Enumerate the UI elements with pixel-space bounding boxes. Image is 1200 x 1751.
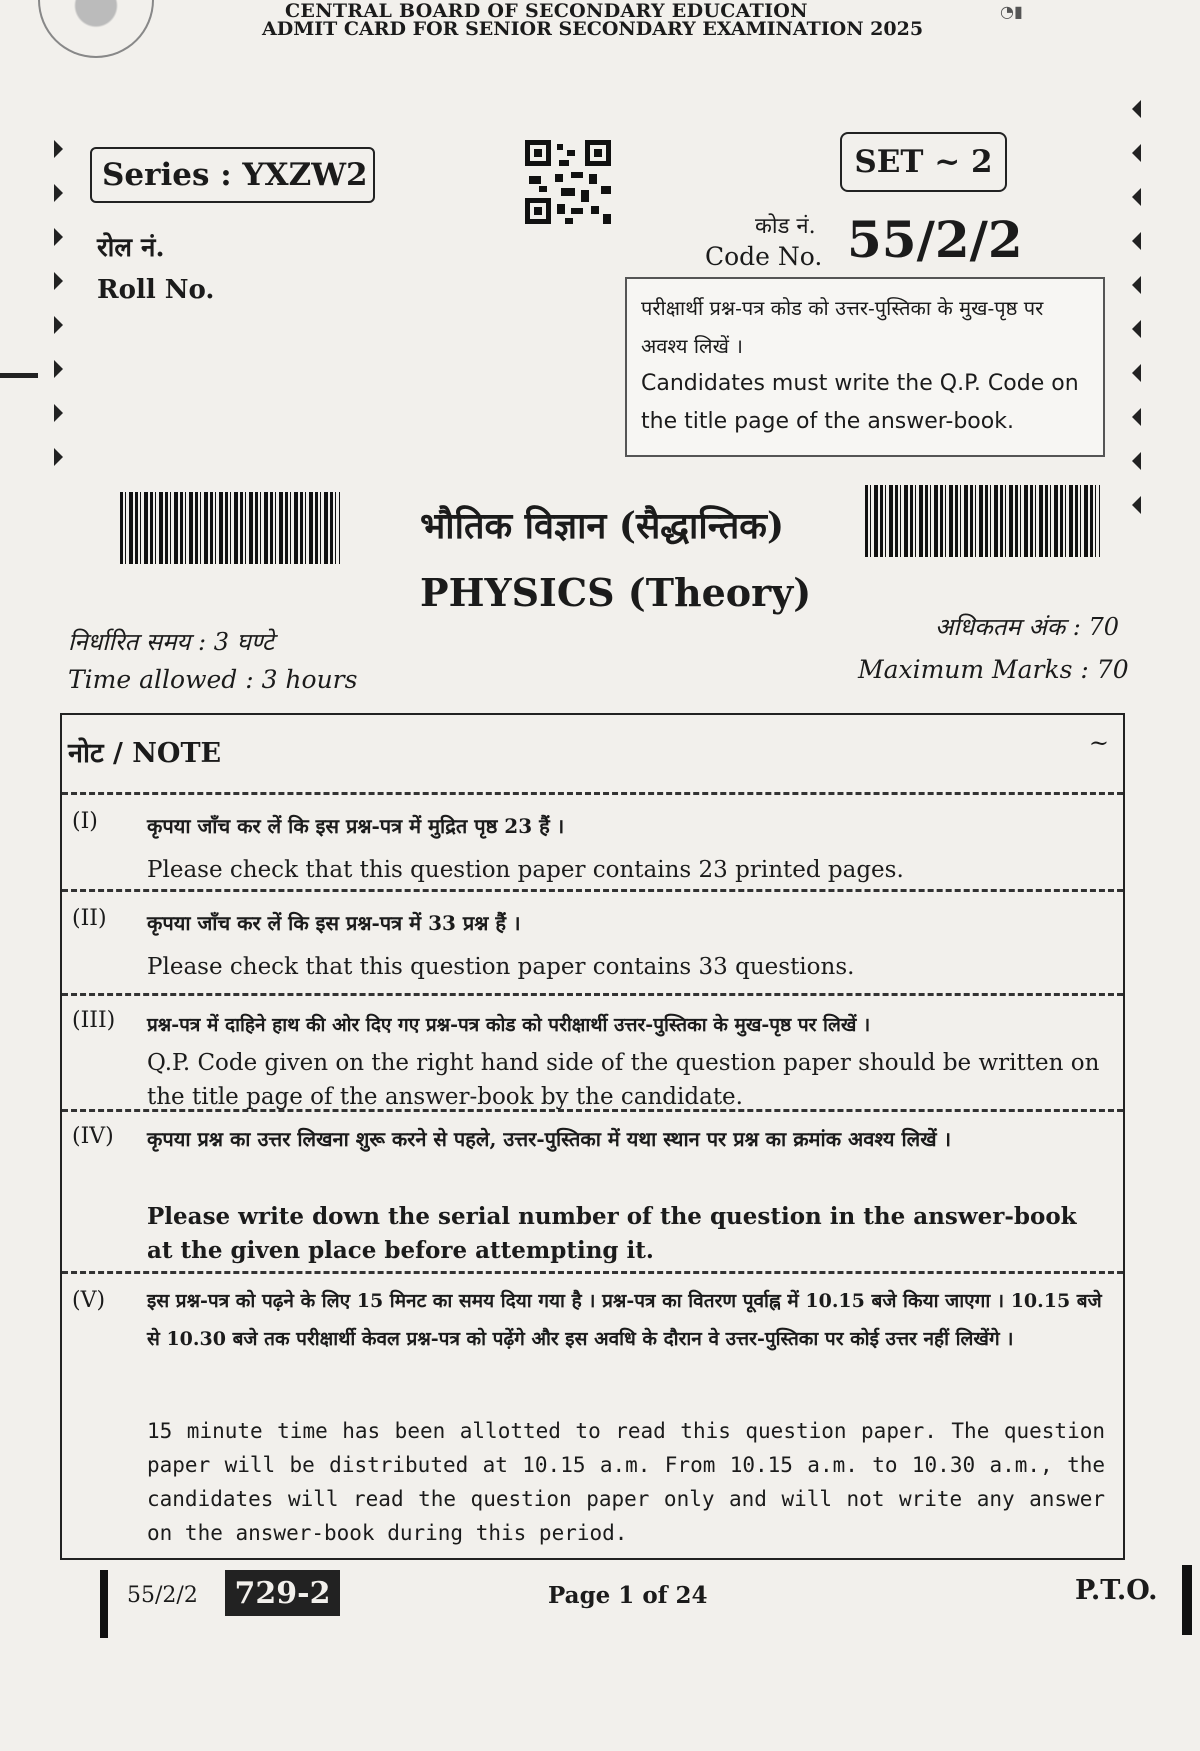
footer-code: 55/2/2: [127, 1583, 198, 1608]
pto-label: P.T.O.: [1075, 1575, 1158, 1606]
note-item-number: (I): [72, 809, 98, 834]
roll-number-label-hindi: रोल नं.: [97, 233, 165, 263]
note-item: [62, 1109, 1123, 1272]
qr-code-icon: [525, 140, 611, 224]
note-item-number: (II): [72, 906, 107, 931]
right-border-decoration: [1132, 100, 1142, 540]
note-item: [62, 993, 1123, 1110]
note-item-hindi: इस प्रश्न-पत्र को पढ़ने के लिए 15 मिनट का समय दिया गया है । प्रश्न-पत्र का वितरण पूर्वाह्न में 10.15 बजे किया जाएगा । 10.15 बजे से 10.30 बजे तक परीक्षार्थी केवल प्रश्न-पत्र को पढ़ेंगे और इस अवधि के दौरान वे उत्तर-पुस्तिका पर कोई उत्तर नहीं लिखेंगे ।: [147, 1290, 1102, 1350]
footer-bar-left: [100, 1570, 108, 1638]
note-item-hindi: कृपया जाँच कर लें कि इस प्रश्न-पत्र में 33 प्रश्न हैं ।: [147, 911, 521, 935]
time-allowed-hindi: निर्धारित समय : 3 घण्टे: [68, 628, 275, 656]
code-label: Code No.: [705, 242, 823, 271]
note-item-text: 15 minute time has been allotted to read this question paper. The question paper will be distributed at 10.15 a.m. From 10.15 a.m. to 10.30 a.m., the candidates will read the question paper only and will not write any answer on the answer-book during this period.: [147, 1419, 1105, 1545]
qp-code-instruction-box: [625, 277, 1105, 457]
wifi-icon: ◔▮: [1000, 2, 1023, 21]
note-item: [62, 1271, 1123, 1562]
footer-bar-right: [1182, 1565, 1192, 1635]
footer-badge: 729-2: [225, 1570, 340, 1616]
qp-code-instruction: Candidates must write the Q.P. Code on the title page of the answer-book.: [641, 371, 1079, 434]
note-item-text: Q.P. Code given on the right hand side of the question paper should be written on the title page of the answer-book by the candidate.: [147, 1050, 1100, 1110]
note-item-number: (V): [72, 1288, 106, 1313]
barcode-right: [865, 485, 1100, 557]
subject-title: PHYSICS (Theory): [420, 570, 812, 615]
question-paper-code: 55/2/2: [847, 210, 1023, 269]
note-section: [60, 713, 1125, 1560]
note-item: [62, 792, 1123, 892]
time-allowed: Time allowed : 3 hours: [68, 665, 358, 694]
note-item-hindi: कृपया जाँच कर लें कि इस प्रश्न-पत्र में मुद्रित पृष्ठ 23 हैं ।: [147, 814, 565, 838]
subject-title-hindi: भौतिक विज्ञान (सैद्धान्तिक): [420, 505, 784, 547]
admit-card-title: ADMIT CARD FOR SENIOR SECONDARY EXAMINATION 2025: [262, 18, 924, 40]
note-item-text: Please write down the serial number of the question in the answer-book at the given place before attempting it.: [147, 1203, 1077, 1264]
note-item-text: Please check that this question paper contains 33 questions.: [147, 954, 855, 980]
note-item-hindi: प्रश्न-पत्र में दाहिने हाथ की ओर दिए गए प्रश्न-पत्र कोड को परीक्षार्थी उत्तर-पुस्तिका के मुख-पृष्ठ पर लिखें ।: [147, 1014, 871, 1036]
note-item-number: (IV): [72, 1124, 114, 1149]
page-number: Page 1 of 24: [548, 1582, 708, 1609]
note-item-text: Please check that this question paper contains 23 printed pages.: [147, 857, 904, 883]
barcode-left: [120, 492, 340, 564]
note-item-number: (III): [72, 1008, 116, 1033]
board-name: CENTRAL BOARD OF SECONDARY EDUCATION: [285, 0, 808, 22]
left-border-decoration: [54, 140, 64, 492]
board-seal-logo: [38, 0, 154, 58]
note-item: [62, 889, 1123, 992]
margin-mark: [0, 373, 38, 378]
note-item-hindi: कृपया प्रश्न का उत्तर लिखना शुरू करने से पहले, उत्तर-पुस्तिका में यथा स्थान पर प्रश्न का क्रमांक अवश्य लिखें ।: [147, 1127, 952, 1151]
corner-mark: ~: [1088, 729, 1109, 757]
series-label: Series : YXZW2: [90, 147, 375, 203]
note-heading: नोट / NOTE: [68, 738, 222, 769]
maximum-marks-hindi: अधिकतम अंक : 70: [935, 613, 1120, 641]
maximum-marks: Maximum Marks : 70: [858, 655, 1129, 684]
set-label: SET ~ 2: [840, 132, 1007, 192]
qp-code-instruction-hindi: परीक्षार्थी प्रश्न-पत्र कोड को उत्तर-पुस्तिका के मुख-पृष्ठ पर अवश्य लिखें ।: [641, 296, 1044, 358]
roll-number-label: Roll No.: [97, 275, 215, 305]
code-label-hindi: कोड नं.: [755, 214, 816, 239]
